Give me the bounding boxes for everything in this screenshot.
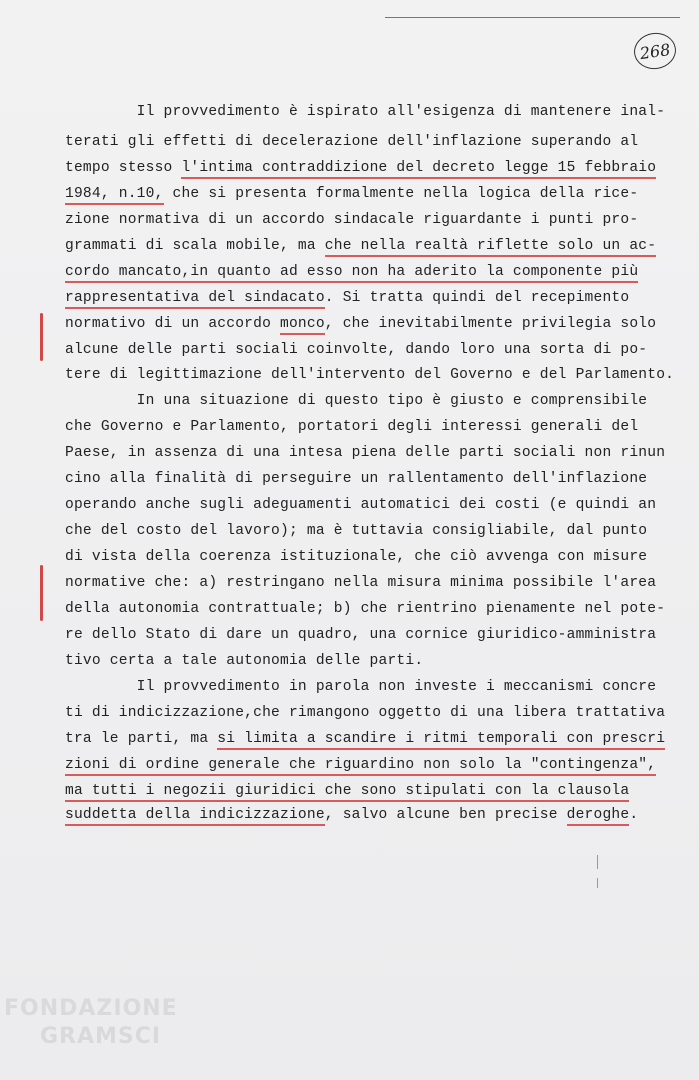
text-line: Il provvedimento in parola non investe i meccanismi concre (65, 679, 657, 695)
page-number: 268 (638, 39, 672, 63)
text-line (65, 289, 635, 307)
text-segment: . Si tratta quindi del recepimento (324, 290, 630, 306)
margin-tick (597, 878, 598, 888)
text-line: tere di legittimazione dell'intervento del Governo e del Parlamento. (65, 367, 675, 383)
text-line: cino alla finalità di perseguire un rallentamento dell'inflazione (65, 471, 648, 487)
text-line: terati gli effetti di decelerazione dell'inflazione superando al (65, 134, 639, 150)
text-segment: normativo di un accordo (65, 316, 280, 332)
text-line: che Governo e Parlamento, portatori degli interessi generali del (65, 419, 639, 435)
underlined-text: cordo mancato,in quanto ad esso non ha aderito la componente più (65, 264, 638, 283)
text-segment: tra le parti, ma (65, 731, 218, 747)
text-line (65, 782, 635, 800)
text-line: re dello Stato di dare un quadro, una cornice giuridico-amministra (65, 627, 657, 643)
underlined-text: ma tutti i negozii giuridici che sono stipulati con la clausola (65, 783, 629, 802)
text-segment: , salvo alcune ben precise (324, 807, 567, 823)
text-segment: che si presenta formalmente nella logica della rice- (163, 186, 639, 202)
text-line: alcune delle parti sociali coinvolte, dando loro una sorta di po- (65, 342, 648, 358)
text-line: di vista della coerenza istituzionale, che ciò avvenga con misure (65, 549, 648, 565)
watermark-line2: GRAMSCI (40, 1024, 162, 1049)
margin-mark-2 (40, 565, 43, 621)
text-line (65, 315, 657, 333)
underlined-text: 1984, n.10, (65, 186, 164, 205)
text-line: della autonomia contrattuale; b) che rientrino pienamente nel pote- (65, 601, 666, 617)
text-line: normative che: a) restringano nella misura minima possibile l'area (65, 575, 657, 591)
margin-tick (597, 855, 598, 869)
underlined-text: l'intima contraddizione del decreto legge 15 febbraio (181, 160, 656, 179)
text-segment: , che inevitabilmente privilegia solo (324, 316, 657, 332)
text-line (65, 237, 657, 255)
text-line: ti di indicizzazione,che rimangono oggetto di una libera trattativa (65, 705, 666, 721)
text-line: Paese, in assenza di una intesa piena delle parti sociali non rinun (65, 445, 666, 461)
text-line: che del costo del lavoro); ma è tuttavia consigliabile, dal punto (65, 523, 648, 539)
text-line: In una situazione di questo tipo è giusto e comprensibile (65, 393, 648, 409)
page-number-circled (632, 30, 679, 71)
text-line (65, 806, 639, 824)
underlined-text: suddetta della indicizzazione (65, 807, 325, 826)
text-line: operando anche sugli adeguamenti automatici dei costi (e quindi an (65, 497, 657, 513)
underlined-text: zioni di ordine generale che riguardino non solo la "contingenza", (65, 757, 656, 776)
underlined-text: deroghe (567, 807, 630, 826)
text-line (65, 263, 639, 281)
text-line: zione normativa di un accordo sindacale riguardante i punti pro- (65, 212, 639, 228)
text-line (65, 756, 657, 774)
underlined-text: monco (280, 316, 325, 335)
underlined-text: rappresentativa del sindacato (65, 290, 325, 309)
margin-mark-1 (40, 313, 43, 361)
watermark-line1: FONDAZIONE (4, 996, 178, 1021)
text-line (65, 185, 639, 203)
underlined-text: si limita a scandire i ritmi temporali con prescri (217, 731, 665, 750)
text-segment: tempo stesso (65, 160, 182, 176)
text-segment: . (629, 807, 639, 823)
text-segment: grammati di scala mobile, ma (65, 238, 325, 254)
text-line (65, 730, 666, 748)
text-line: tivo certa a tale autonomia delle parti. (65, 653, 424, 669)
text-line: Il provvedimento è ispirato all'esigenza di mantenere inal- (65, 104, 666, 120)
text-line (65, 159, 657, 177)
top-rule (385, 17, 680, 18)
underlined-text: che nella realtà riflette solo un ac- (325, 238, 656, 257)
